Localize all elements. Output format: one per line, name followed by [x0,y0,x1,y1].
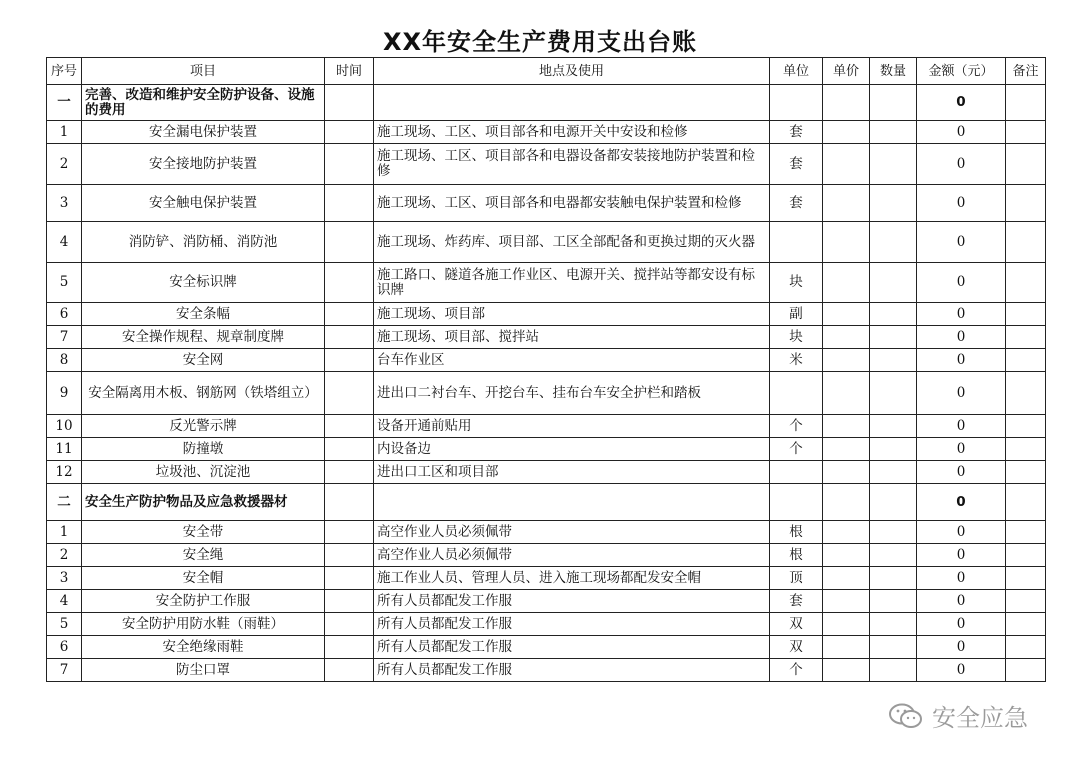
row-unit [770,222,823,263]
table-row [47,144,1046,185]
row-amount: 0 [917,222,1006,263]
row-quantity [870,544,917,567]
row-number: 1 [47,121,82,144]
row-item: 安全帽 [82,567,325,590]
row-unit-price [823,659,870,682]
row-location-use: 进出口二衬台车、开挖台车、挂布台车安全护栏和踏板 [374,372,770,415]
row-unit: 顶 [770,567,823,590]
row-location-use: 所有人员都配发工作服 [374,590,770,613]
row-unit-price [823,415,870,438]
row-item: 安全触电保护装置 [82,185,325,222]
row-remark [1006,613,1046,636]
section-time [325,85,374,121]
row-item: 安全接地防护装置 [82,144,325,185]
row-number: 2 [47,544,82,567]
row-number: 10 [47,415,82,438]
row-amount: 0 [917,461,1006,484]
header-quantity: 数量 [870,58,917,85]
header-item: 项目 [82,58,325,85]
row-location-use: 设备开通前贴用 [374,415,770,438]
table-row [47,636,1046,659]
row-number: 12 [47,461,82,484]
row-remark [1006,461,1046,484]
row-unit: 套 [770,121,823,144]
row-item: 安全带 [82,521,325,544]
row-unit: 双 [770,636,823,659]
row-unit-price [823,222,870,263]
table-row [47,349,1046,372]
row-number: 8 [47,349,82,372]
row-amount: 0 [917,121,1006,144]
row-remark [1006,303,1046,326]
section-unit-price [823,85,870,121]
row-quantity [870,121,917,144]
row-unit-price [823,185,870,222]
row-number: 7 [47,659,82,682]
row-quantity [870,636,917,659]
row-unit-price [823,349,870,372]
row-remark [1006,326,1046,349]
table-row [47,263,1046,303]
row-quantity [870,222,917,263]
row-item: 反光警示牌 [82,415,325,438]
table-row [47,438,1046,461]
row-time [325,185,374,222]
row-unit-price [823,590,870,613]
table-row [47,222,1046,263]
row-unit: 块 [770,326,823,349]
row-unit [770,372,823,415]
row-item: 垃圾池、沉淀池 [82,461,325,484]
row-time [325,121,374,144]
row-unit: 根 [770,521,823,544]
row-remark [1006,185,1046,222]
row-unit: 个 [770,659,823,682]
header-amount: 金额（元） [917,58,1006,85]
page-title: XX年安全生产费用支出台账 [382,28,697,56]
header-remark: 备注 [1006,58,1046,85]
table-row [47,303,1046,326]
row-remark [1006,121,1046,144]
row-time [325,544,374,567]
row-item: 安全绝缘雨鞋 [82,636,325,659]
row-item: 消防铲、消防桶、消防池 [82,222,325,263]
table-row [47,461,1046,484]
row-unit-price [823,521,870,544]
section-remark [1006,85,1046,121]
row-number: 2 [47,144,82,185]
wechat-icon [888,703,924,729]
row-amount: 0 [917,567,1006,590]
row-time [325,263,374,303]
row-number: 5 [47,613,82,636]
row-quantity [870,567,917,590]
row-remark [1006,222,1046,263]
row-number: 6 [47,303,82,326]
table-row [47,567,1046,590]
row-location-use: 施工现场、工区、项目部各和电器设备都安装接地防护装置和检修 [374,144,770,185]
row-amount: 0 [917,415,1006,438]
row-unit-price [823,144,870,185]
section-quantity [870,85,917,121]
watermark-text: 安全应急 [932,704,1028,732]
row-location-use: 施工作业人员、管理人员、进入施工现场都配发安全帽 [374,567,770,590]
row-number: 3 [47,567,82,590]
row-amount: 0 [917,438,1006,461]
row-time [325,613,374,636]
row-location-use: 施工现场、工区、项目部各和电器都安装触电保护装置和检修 [374,185,770,222]
row-amount: 0 [917,544,1006,567]
row-remark [1006,263,1046,303]
watermark [888,698,1028,733]
row-number: 7 [47,326,82,349]
row-remark [1006,544,1046,567]
row-item: 防尘口罩 [82,659,325,682]
row-quantity [870,438,917,461]
row-unit: 块 [770,263,823,303]
row-item: 安全网 [82,349,325,372]
row-item: 安全漏电保护装置 [82,121,325,144]
row-time [325,636,374,659]
row-location-use: 高空作业人员必须佩带 [374,544,770,567]
row-time [325,438,374,461]
row-quantity [870,415,917,438]
row-item: 安全标识牌 [82,263,325,303]
section-unit [770,484,823,521]
row-time [325,144,374,185]
row-quantity [870,144,917,185]
section-remark [1006,484,1046,521]
header-location-use: 地点及使用 [374,58,770,85]
row-unit: 副 [770,303,823,326]
row-location-use: 施工现场、项目部 [374,303,770,326]
row-time [325,461,374,484]
row-amount: 0 [917,521,1006,544]
row-unit: 双 [770,613,823,636]
row-unit: 套 [770,590,823,613]
row-amount: 0 [917,303,1006,326]
section-number: 一 [47,85,82,121]
row-remark [1006,636,1046,659]
row-remark [1006,590,1046,613]
row-time [325,521,374,544]
row-amount: 0 [917,636,1006,659]
row-unit-price [823,613,870,636]
section-amount: 0 [917,85,1006,121]
row-quantity [870,461,917,484]
section-row [47,484,1046,521]
table-row [47,544,1046,567]
header-no: 序号 [47,58,82,85]
row-time [325,349,374,372]
table-row [47,415,1046,438]
row-location-use: 施工现场、项目部、搅拌站 [374,326,770,349]
header-unit-price: 单价 [823,58,870,85]
row-remark [1006,372,1046,415]
row-item: 安全条幅 [82,303,325,326]
row-location-use: 施工现场、炸药库、项目部、工区全部配备和更换过期的灭火器 [374,222,770,263]
row-unit-price [823,461,870,484]
row-remark [1006,349,1046,372]
table-row [47,659,1046,682]
row-amount: 0 [917,263,1006,303]
row-unit-price [823,121,870,144]
row-quantity [870,372,917,415]
row-number: 11 [47,438,82,461]
row-location-use: 施工路口、隧道各施工作业区、电源开关、搅拌站等都安设有标识牌 [374,263,770,303]
row-item: 安全防护用防水鞋（雨鞋） [82,613,325,636]
section-row [47,85,1046,121]
row-time [325,222,374,263]
row-remark [1006,438,1046,461]
row-amount: 0 [917,349,1006,372]
row-item: 安全隔离用木板、钢筋网（铁塔组立） [82,372,325,415]
header-time: 时间 [325,58,374,85]
row-number: 3 [47,185,82,222]
row-amount: 0 [917,613,1006,636]
row-unit: 套 [770,144,823,185]
row-time [325,567,374,590]
row-amount: 0 [917,590,1006,613]
row-time [325,326,374,349]
section-amount: 0 [917,484,1006,521]
row-time [325,415,374,438]
row-remark [1006,567,1046,590]
row-item: 安全操作规程、规章制度牌 [82,326,325,349]
row-quantity [870,185,917,222]
row-unit: 个 [770,415,823,438]
row-amount: 0 [917,372,1006,415]
row-location-use: 高空作业人员必须佩带 [374,521,770,544]
row-quantity [870,303,917,326]
row-number: 6 [47,636,82,659]
row-unit-price [823,372,870,415]
row-time [325,372,374,415]
table-row [47,185,1046,222]
expense-ledger-table [46,57,1046,682]
row-unit-price [823,636,870,659]
row-time [325,659,374,682]
table-row [47,326,1046,349]
row-item: 安全绳 [82,544,325,567]
row-unit: 米 [770,349,823,372]
row-number: 4 [47,222,82,263]
row-remark [1006,521,1046,544]
section-quantity [870,484,917,521]
table-row [47,121,1046,144]
row-location-use: 台车作业区 [374,349,770,372]
row-unit-price [823,438,870,461]
row-number: 4 [47,590,82,613]
row-unit-price [823,544,870,567]
table-row [47,613,1046,636]
table-row [47,590,1046,613]
section-time [325,484,374,521]
row-location-use: 所有人员都配发工作服 [374,659,770,682]
section-name: 安全生产防护物品及应急救援器材 [82,484,325,521]
row-quantity [870,613,917,636]
row-quantity [870,659,917,682]
row-unit: 套 [770,185,823,222]
row-unit [770,461,823,484]
row-unit: 根 [770,544,823,567]
row-unit-price [823,263,870,303]
row-number: 9 [47,372,82,415]
row-time [325,590,374,613]
row-quantity [870,263,917,303]
table-row [47,521,1046,544]
row-item: 安全防护工作服 [82,590,325,613]
row-remark [1006,144,1046,185]
row-item: 防撞墩 [82,438,325,461]
row-remark [1006,415,1046,438]
row-unit-price [823,326,870,349]
row-location-use: 施工现场、工区、项目部各和电源开关中安设和检修 [374,121,770,144]
row-location-use: 所有人员都配发工作服 [374,613,770,636]
section-unit [770,85,823,121]
row-quantity [870,326,917,349]
row-unit-price [823,567,870,590]
header-row [47,58,1046,85]
section-unit-price [823,484,870,521]
row-remark [1006,659,1046,682]
row-time [325,303,374,326]
row-location-use: 进出口工区和项目部 [374,461,770,484]
row-number: 5 [47,263,82,303]
row-unit-price [823,303,870,326]
row-amount: 0 [917,326,1006,349]
row-number: 1 [47,521,82,544]
row-quantity [870,521,917,544]
row-amount: 0 [917,185,1006,222]
section-location-use [374,484,770,521]
table-row [47,372,1046,415]
header-unit: 单位 [770,58,823,85]
row-quantity [870,349,917,372]
row-unit: 个 [770,438,823,461]
section-name: 完善、改造和维护安全防护设备、设施的费用 [82,85,325,121]
row-amount: 0 [917,659,1006,682]
row-location-use: 所有人员都配发工作服 [374,636,770,659]
row-quantity [870,590,917,613]
row-location-use: 内设备边 [374,438,770,461]
section-location-use [374,85,770,121]
section-number: 二 [47,484,82,521]
row-amount: 0 [917,144,1006,185]
